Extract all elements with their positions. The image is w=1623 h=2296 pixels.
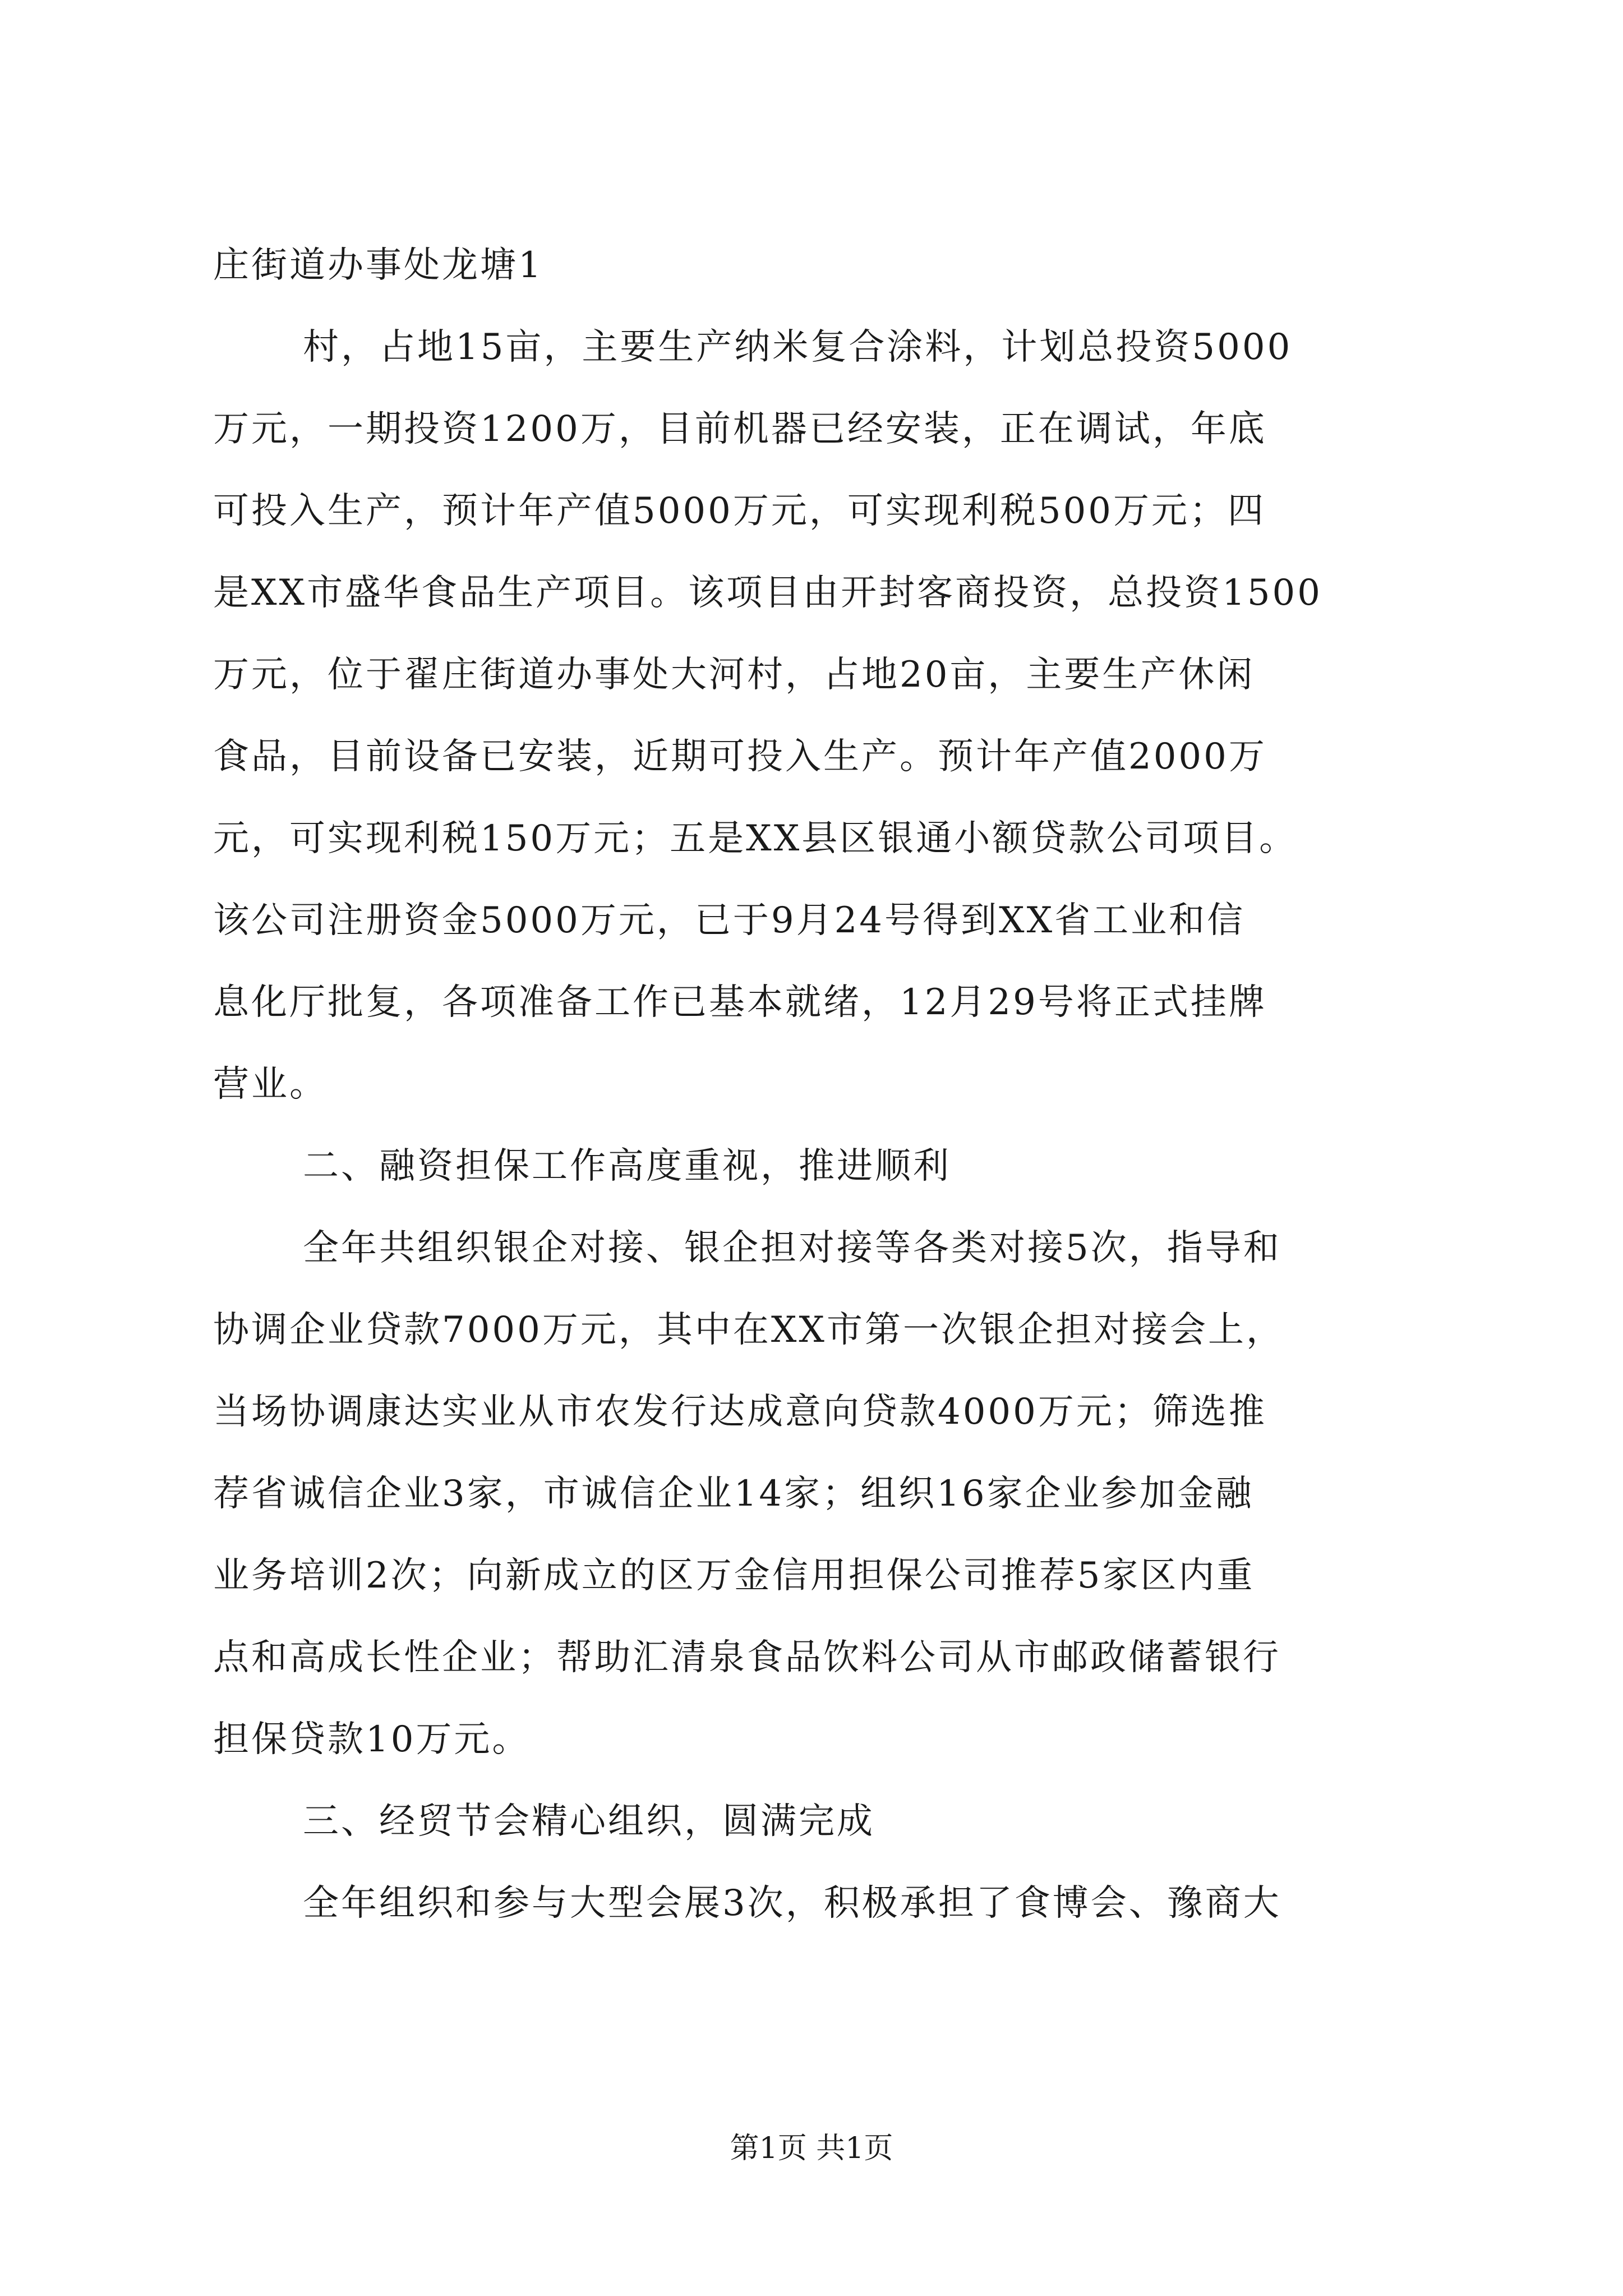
- text-line: 息化厅批复，各项准备工作已基本就绪，12月29号将正式挂牌: [213, 982, 1267, 1023]
- text-line: 庄街道办事处龙塘1: [213, 245, 543, 286]
- page-footer: 第1页 共1页: [730, 2132, 893, 2165]
- text-line: 万元，位于翟庄街道办事处大河村，占地20亩，主要生产休闲: [213, 654, 1255, 696]
- section-heading: 二、融资担保工作高度重视，推进顺利: [303, 1145, 951, 1187]
- text-line: 该公司注册资金5000万元，已于9月24号得到XX省工业和信: [213, 900, 1246, 941]
- text-line: 万元，一期投资1200万，目前机器已经安装，正在调试，年底: [213, 408, 1267, 450]
- text-line: 点和高成长性企业；帮助汇清泉食品饮料公司从市邮政储蓄银行: [213, 1637, 1281, 1678]
- section-heading: 三、经贸节会精心组织，圆满完成: [303, 1801, 875, 1842]
- text-line: 全年组织和参与大型会展3次，积极承担了食博会、豫商大: [303, 1883, 1281, 1924]
- text-line: 可投入生产，预计年产值5000万元，可实现利税500万元；四: [213, 490, 1266, 532]
- text-line: 是XX市盛华食品生产项目。该项目由开封客商投资，总投资1500: [213, 572, 1322, 614]
- text-line: 村，占地15亩，主要生产纳米复合涂料，计划总投资5000: [303, 326, 1293, 368]
- document-body: [213, 224, 1419, 1944]
- text-line: 担保贷款10万元。: [213, 1719, 531, 1760]
- text-line: 协调企业贷款7000万元，其中在XX市第一次银企担对接会上，: [213, 1309, 1284, 1351]
- text-line: 业务培训2次；向新成立的区万金信用担保公司推荐5家区内重: [213, 1555, 1255, 1596]
- text-line: 当场协调康达实业从市农发行达成意向贷款4000万元；筛选推: [213, 1391, 1267, 1433]
- text-line: 荐省诚信企业3家，市诚信企业14家；组织16家企业参加金融: [213, 1473, 1254, 1515]
- text-line: 营业。: [213, 1064, 328, 1105]
- text-line: 元，可实现利税150万元；五是XX县区银通小额贷款公司项目。: [213, 818, 1298, 859]
- text-line: 全年共组织银企对接、银企担对接等各类对接5次，指导和: [303, 1227, 1281, 1269]
- text-line: 食品，目前设备已安装，近期可投入生产。预计年产值2000万: [213, 736, 1267, 777]
